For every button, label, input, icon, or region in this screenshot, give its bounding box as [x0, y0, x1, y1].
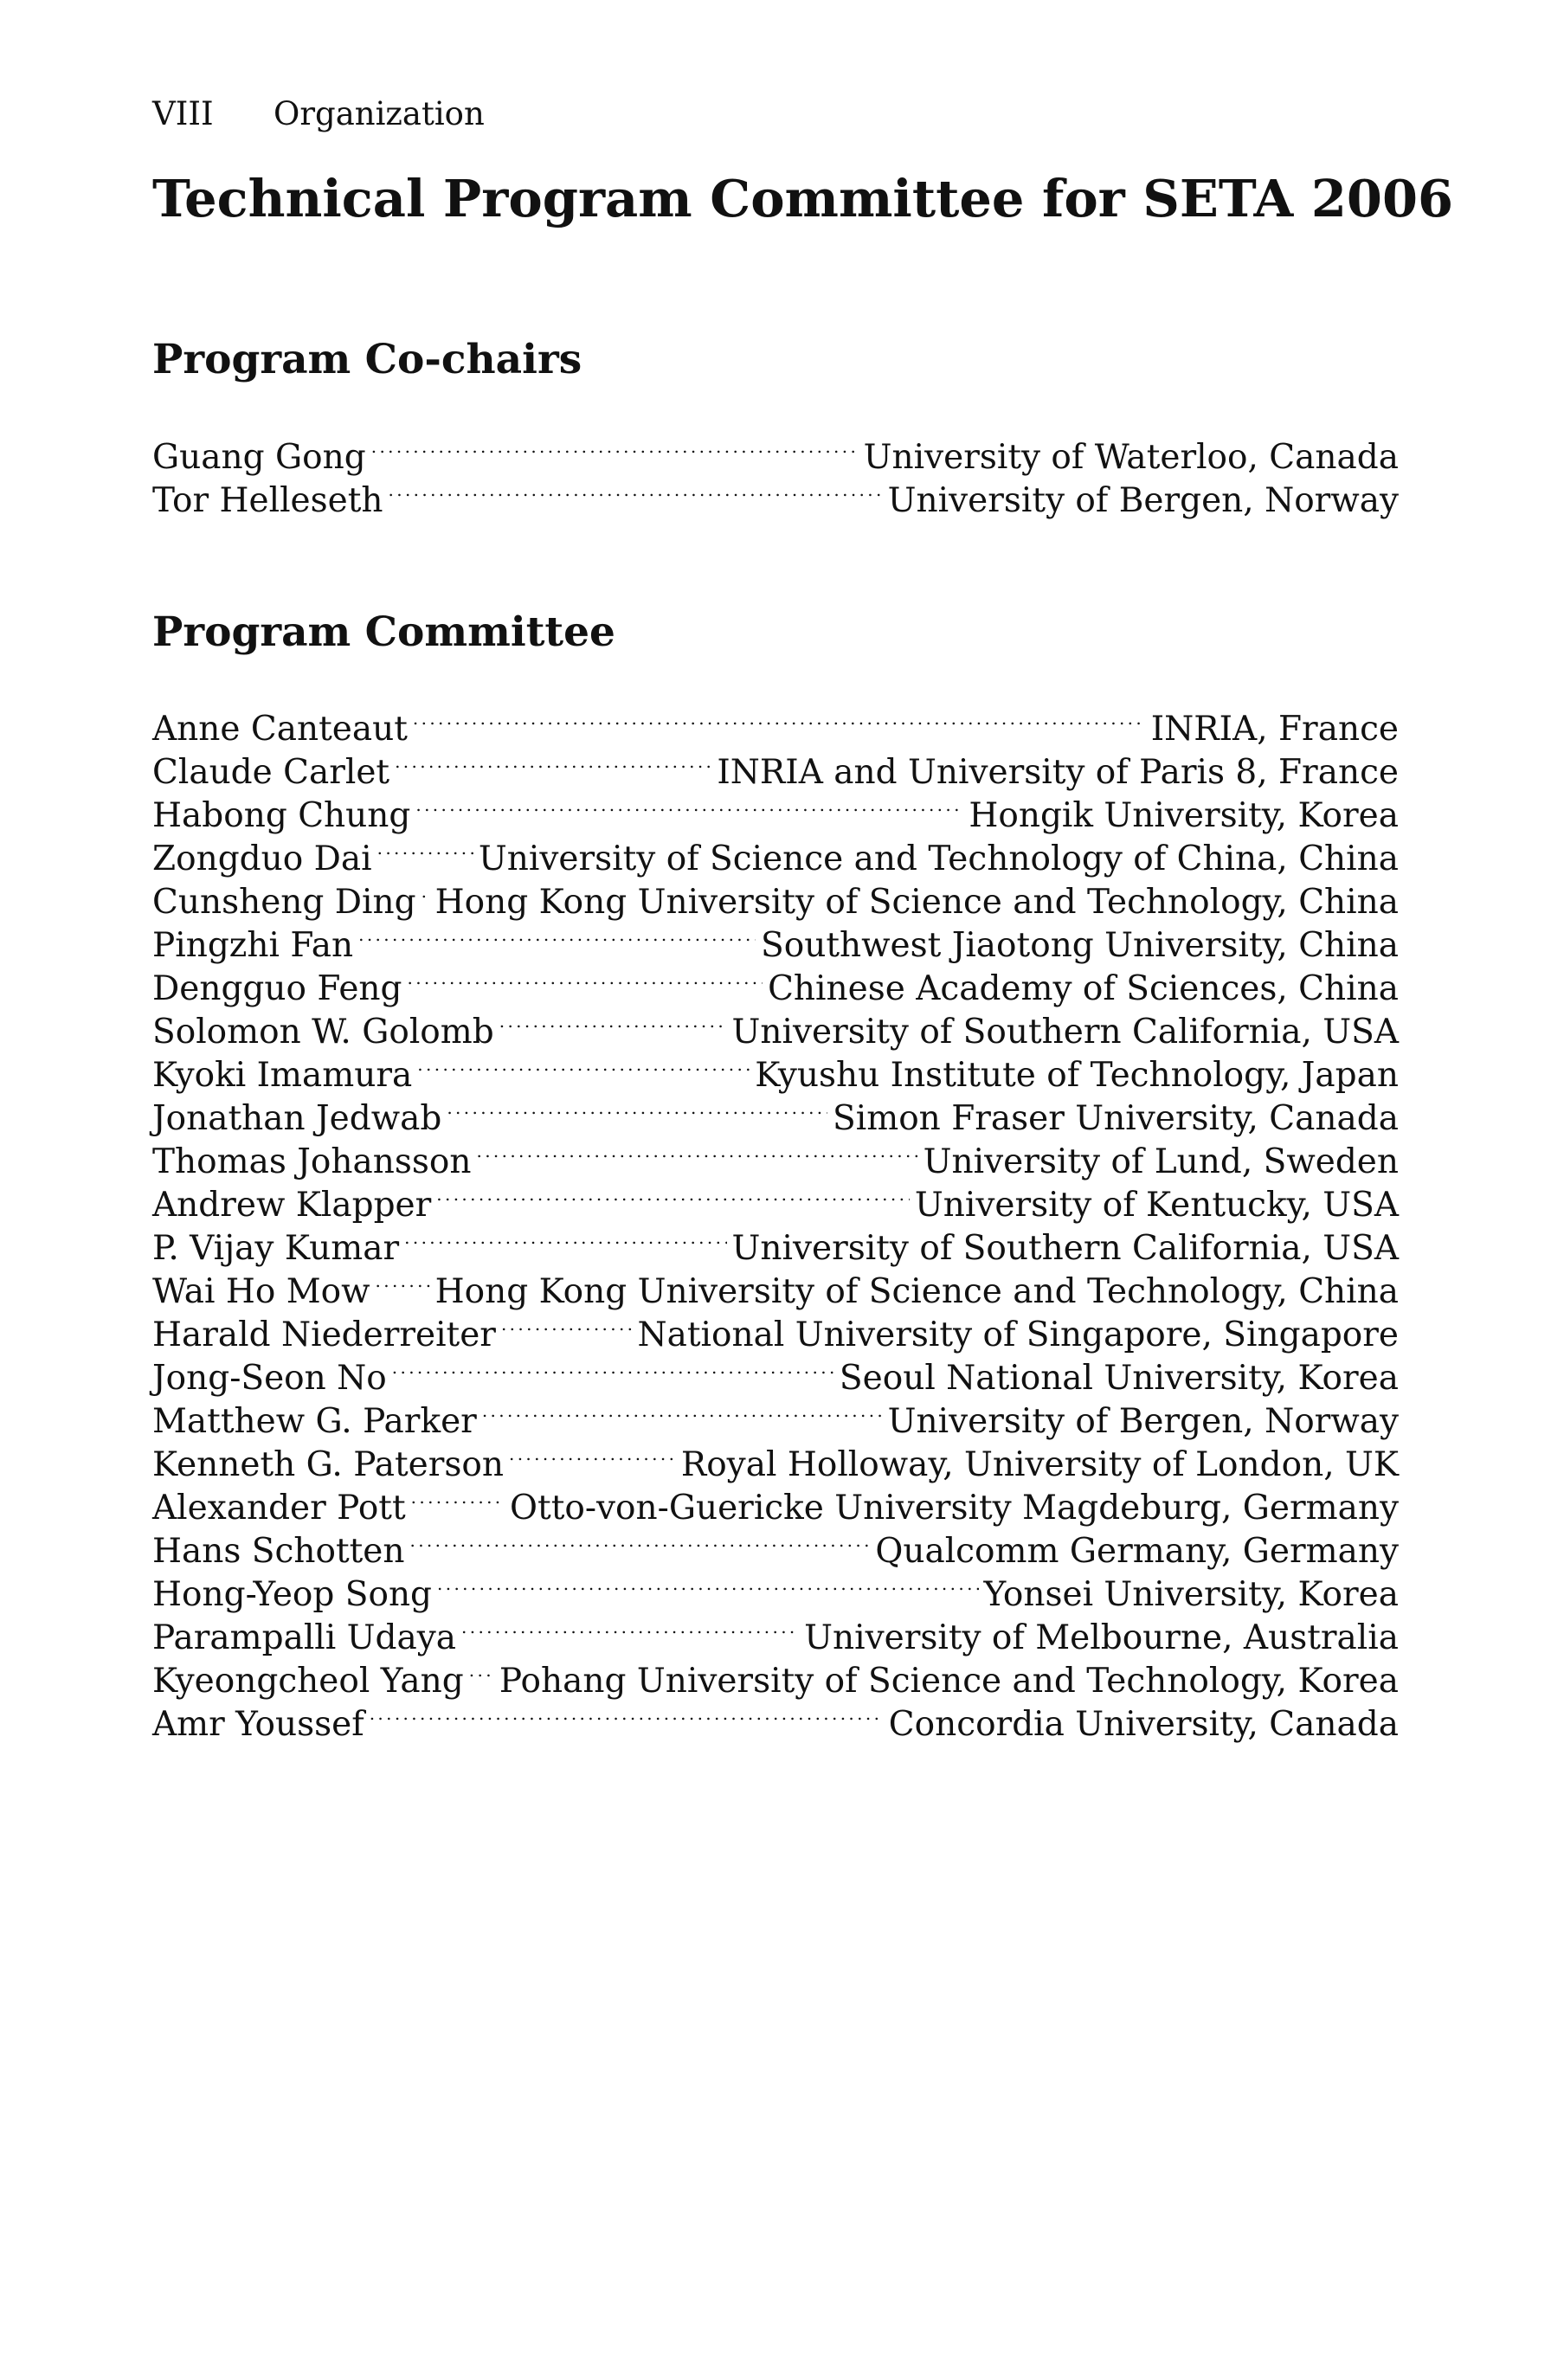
member-affiliation: INRIA and University of Paris 8, France	[717, 753, 1399, 792]
page-number: VIII	[152, 95, 214, 132]
member-affiliation: Royal Holloway, University of London, UK	[680, 1445, 1399, 1484]
committee-entry	[152, 697, 1399, 749]
cochair-entry	[152, 425, 1399, 477]
member-affiliation: Kyushu Institute of Technology, Japan	[755, 1056, 1399, 1095]
member-name: Anne Canteaut	[152, 710, 408, 749]
dot-leader	[407, 956, 763, 1000]
committee-heading: Program Committee	[152, 608, 615, 656]
dot-leader	[377, 827, 473, 870]
member-name: Habong Chung	[152, 796, 411, 835]
member-name: Tor Helleseth	[152, 481, 383, 520]
dot-leader	[415, 783, 963, 827]
dot-leader	[469, 1649, 494, 1692]
member-affiliation: Yonsei University, Korea	[983, 1575, 1399, 1614]
member-name: Thomas Johansson	[152, 1142, 472, 1181]
dot-leader	[376, 1259, 430, 1303]
member-name: Alexander Pott	[152, 1489, 406, 1528]
member-name: Jonathan Jedwab	[152, 1099, 442, 1138]
member-affiliation: University of Science and Technology of China, China	[478, 839, 1399, 878]
member-affiliation: University of Southern California, USA	[731, 1229, 1399, 1268]
dot-leader	[501, 1303, 633, 1346]
member-affiliation: Hongik University, Korea	[969, 796, 1399, 835]
member-affiliation: Concordia University, Canada	[888, 1705, 1399, 1744]
member-name: Wai Ho Mow	[152, 1272, 370, 1311]
member-name: Pingzhi Fan	[152, 926, 354, 965]
committee-list	[152, 697, 1399, 1744]
page-title: Technical Program Committee for SETA 2006	[152, 169, 1454, 228]
dot-leader	[404, 1216, 726, 1259]
member-affiliation: Simon Fraser University, Canada	[833, 1099, 1399, 1138]
dot-leader	[422, 870, 430, 913]
member-affiliation: University of Southern California, USA	[731, 1013, 1399, 1052]
dot-leader	[509, 1432, 676, 1476]
member-affiliation: Chinese Academy of Sciences, China	[768, 969, 1399, 1008]
member-affiliation: University of Bergen, Norway	[887, 1402, 1399, 1441]
dot-leader	[389, 468, 883, 511]
member-name: Cunsheng Ding	[152, 883, 416, 922]
dot-leader	[410, 1519, 871, 1562]
member-name: Dengguo Feng	[152, 969, 402, 1008]
member-name: Solomon W. Golomb	[152, 1013, 494, 1052]
member-affiliation: National University of Singapore, Singapore	[637, 1315, 1399, 1354]
member-name: Parampalli Udaya	[152, 1618, 457, 1657]
member-name: Claude Carlet	[152, 753, 390, 792]
dot-leader	[437, 1562, 978, 1605]
member-name: Amr Youssef	[152, 1705, 364, 1744]
member-name: Jong-Seon No	[152, 1359, 387, 1398]
member-name: Zongduo Dai	[152, 839, 372, 878]
dot-leader	[436, 1173, 910, 1216]
dot-leader	[395, 740, 711, 783]
member-affiliation: University of Bergen, Norway	[887, 481, 1399, 520]
dot-leader	[411, 1476, 505, 1519]
member-affiliation: Southwest Jiaotong University, China	[761, 926, 1399, 965]
running-head	[152, 95, 485, 132]
dot-leader	[482, 1389, 883, 1432]
dot-leader	[417, 1043, 750, 1086]
dot-leader	[413, 697, 1146, 740]
member-name: Kyeongcheol Yang	[152, 1662, 464, 1701]
member-affiliation: Seoul National University, Korea	[839, 1359, 1399, 1398]
member-affiliation: INRIA, France	[1150, 710, 1399, 749]
member-name: Hans Schotten	[152, 1532, 405, 1571]
dot-leader	[392, 1346, 834, 1389]
member-affiliation: University of Waterloo, Canada	[863, 438, 1399, 477]
member-name: Matthew G. Parker	[152, 1402, 477, 1441]
member-name: Hong-Yeop Song	[152, 1575, 433, 1614]
member-affiliation: University of Lund, Sweden	[923, 1142, 1399, 1181]
member-affiliation: Hong Kong University of Science and Technology, China	[434, 883, 1399, 922]
member-affiliation: University of Melbourne, Australia	[804, 1618, 1399, 1657]
cochairs-heading: Program Co-chairs	[152, 336, 582, 383]
member-affiliation: Hong Kong University of Science and Technology, China	[434, 1272, 1399, 1311]
member-name: Harald Niederreiter	[152, 1315, 496, 1354]
dot-leader	[370, 1692, 884, 1735]
dot-leader	[447, 1086, 827, 1129]
dot-leader	[476, 1129, 917, 1173]
dot-leader	[499, 1000, 727, 1043]
member-affiliation: University of Kentucky, USA	[914, 1186, 1399, 1225]
dot-leader	[461, 1605, 799, 1649]
member-name: Kenneth G. Paterson	[152, 1445, 504, 1484]
member-name: Andrew Klapper	[152, 1186, 432, 1225]
member-name: Guang Gong	[152, 438, 366, 477]
dot-leader	[371, 425, 859, 468]
member-name: Kyoki Imamura	[152, 1056, 413, 1095]
member-affiliation: Otto-von-Guericke University Magdeburg, Germany	[510, 1489, 1399, 1528]
cochairs-list	[152, 425, 1399, 520]
member-affiliation: Qualcomm Germany, Germany	[875, 1532, 1399, 1571]
running-head-section: Organization	[274, 95, 485, 132]
member-affiliation: Pohang University of Science and Technology, Korea	[499, 1662, 1399, 1701]
member-name: P. Vijay Kumar	[152, 1229, 400, 1268]
dot-leader	[358, 913, 756, 956]
